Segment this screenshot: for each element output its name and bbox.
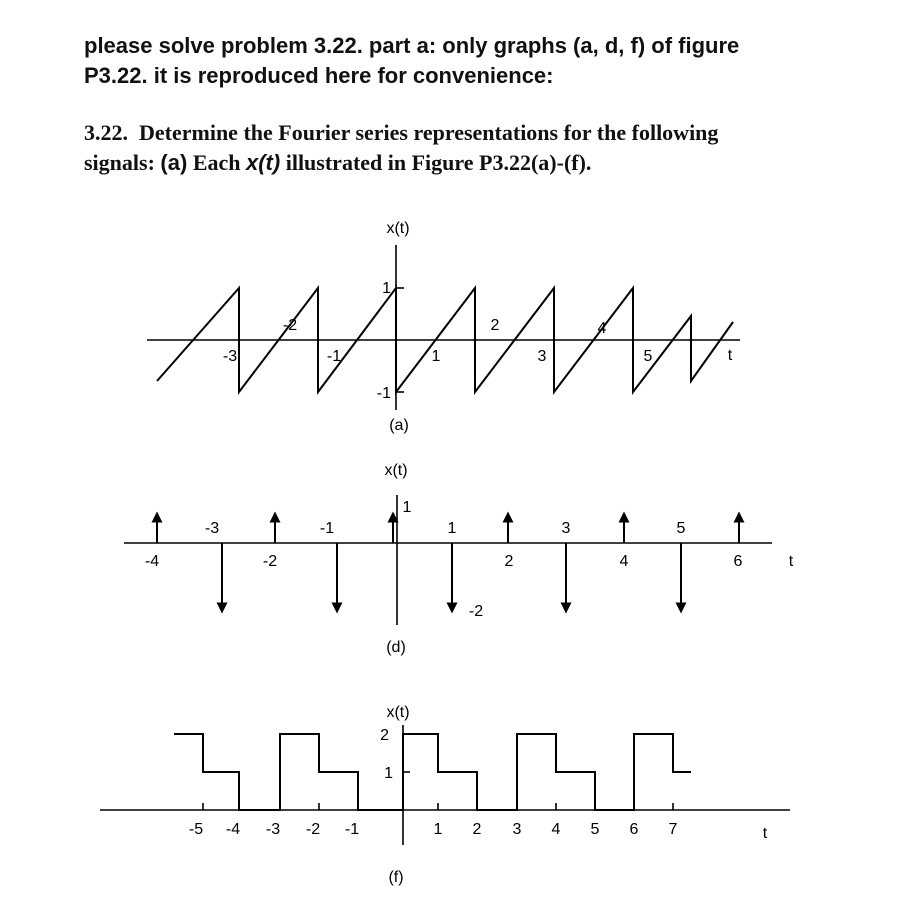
graph-a-tick-label: 5 — [643, 348, 653, 365]
graph-f-y1: 1 — [384, 765, 393, 782]
graph-d-down-label: 2 — [504, 553, 514, 570]
graph-f-tick-label: -3 — [265, 821, 281, 838]
graph-a-t-label: t — [727, 347, 733, 364]
graph-f — [100, 725, 790, 845]
graph-d-up-label: -3 — [204, 520, 220, 537]
graph-d-up-label: -1 — [319, 520, 335, 537]
graph-d — [124, 495, 772, 625]
graph-f-tick-label: -1 — [344, 821, 360, 838]
graph-d-up-label: 1 — [447, 520, 457, 537]
graph-f-tick-label: -2 — [305, 821, 321, 838]
graph-a-labels — [223, 220, 733, 434]
problem-number: 3.22. — [84, 120, 128, 145]
graph-f-tick-label: -5 — [188, 821, 204, 838]
graph-f-tick-label: 4 — [551, 821, 561, 838]
graph-a-y-bot: -1 — [376, 385, 391, 402]
graph-a-tick-label: -3 — [222, 348, 238, 365]
graph-f-ylabel: x(t) — [386, 704, 410, 721]
graph-f-waveform — [174, 734, 691, 810]
graph-d-down-label: -4 — [144, 553, 160, 570]
graph-a — [147, 245, 740, 410]
graph-f-tick-label: -4 — [225, 821, 241, 838]
graph-d-caption: (d) — [386, 639, 406, 656]
graph-a-tick-label: -1 — [326, 348, 342, 365]
graph-f-tick-label: 7 — [668, 821, 678, 838]
graph-f-tick-label: 1 — [433, 821, 443, 838]
graph-a-ylabel: x(t) — [386, 220, 410, 237]
graph-d-down-label: -2 — [262, 553, 278, 570]
graph-a-y-top: 1 — [382, 280, 391, 297]
graph-d-neg-label: -2 — [468, 603, 484, 620]
graph-f-tick-label: 3 — [512, 821, 522, 838]
graph-d-down-label: 6 — [733, 553, 743, 570]
graph-d-up-label: 3 — [561, 520, 571, 537]
graph-d-ylabel: x(t) — [384, 462, 408, 479]
graph-d-down-label: 4 — [619, 553, 629, 570]
graph-a-tick-label: 1 — [431, 348, 441, 365]
graph-f-labels — [189, 704, 768, 886]
graph-f-tick-label: 5 — [590, 821, 600, 838]
graph-d-up-label: 5 — [676, 520, 686, 537]
graph-d-up-label: 1 — [402, 499, 412, 516]
question-line-1: please solve problem 3.22. part a: only graphs (a, d, f) of figure — [84, 33, 740, 58]
problem-signal: x(t) — [246, 150, 281, 175]
problem-text-2a: signals: — [84, 150, 161, 175]
problem-part-label: (a) — [160, 150, 188, 175]
graph-d-t-label: t — [788, 553, 794, 570]
graph-f-y2: 2 — [380, 727, 389, 744]
problem-text-1: Determine the Fourier series representations for the following — [139, 120, 719, 145]
graph-a-caption: (a) — [389, 417, 409, 434]
question-line-2: P3.22. it is reproduced here for convenience: — [84, 63, 554, 88]
graph-d-labels — [145, 462, 794, 656]
problem-text-2c: illustrated in Figure P3.22(a)-(f). — [280, 150, 592, 175]
graph-f-tick-label: 6 — [629, 821, 639, 838]
graph-a-tick-label: 3 — [537, 348, 547, 365]
graph-a-tick-label: -2 — [282, 317, 298, 334]
graph-f-caption: (f) — [388, 869, 404, 886]
graph-a-tick-label: 2 — [490, 317, 500, 334]
graph-f-t-label: t — [762, 825, 768, 842]
graph-a-tick-label: 4 — [597, 320, 607, 337]
graph-f-tick-label: 2 — [472, 821, 482, 838]
problem-text-2b: Each — [187, 150, 246, 175]
